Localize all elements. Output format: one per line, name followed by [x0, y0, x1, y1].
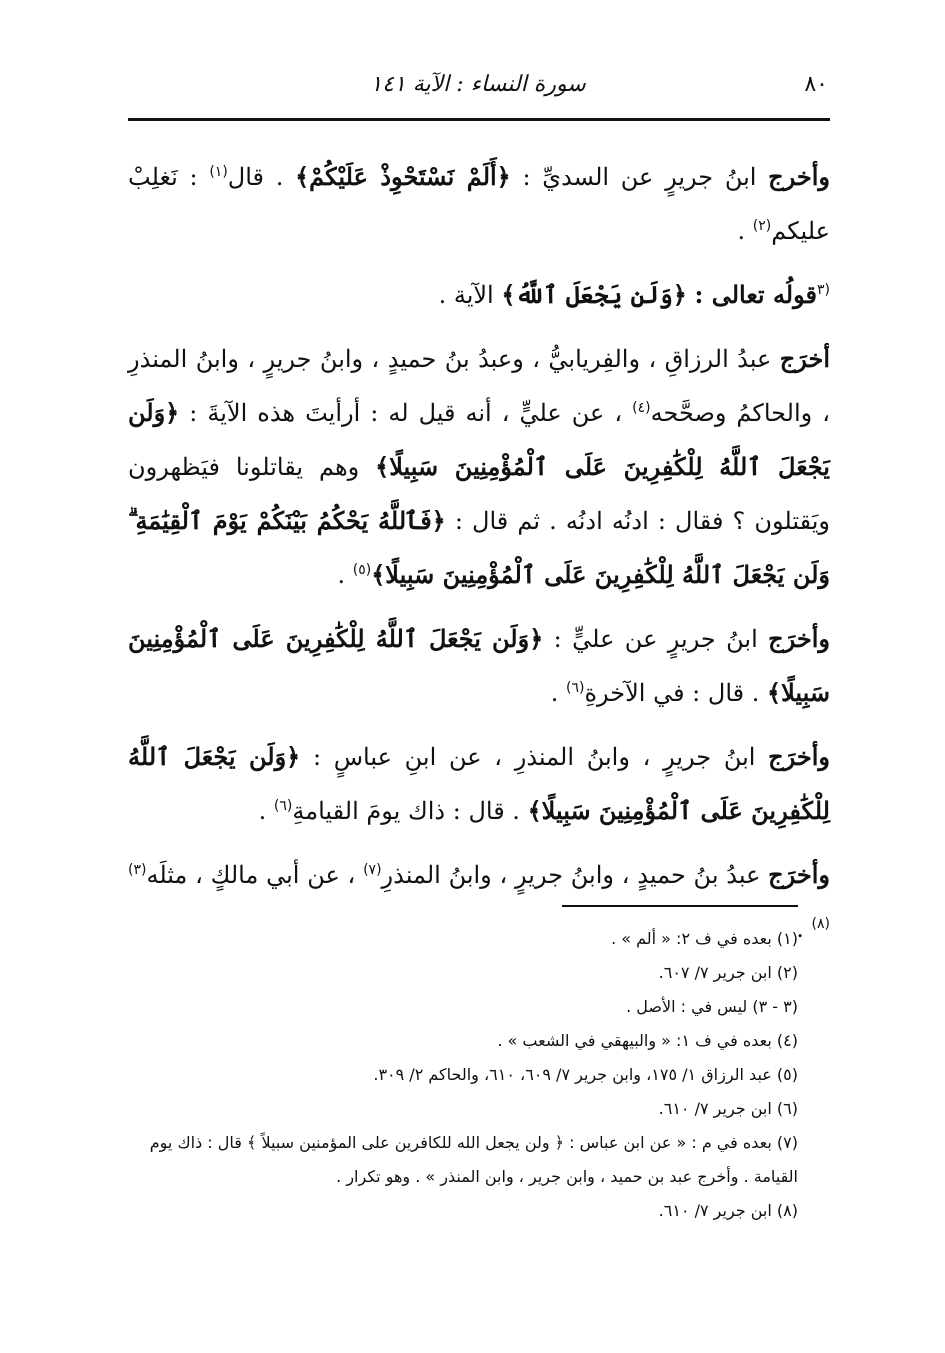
footnote-3: (٣ - ٣) ليس في : الأصل .	[626, 997, 798, 1016]
lead-word: وأخرَج	[768, 860, 830, 889]
main-text	[128, 150, 830, 966]
text: . قال : ذاك يومَ القيامةِ	[292, 797, 520, 825]
quran-quote: ﴿فَٱللَّهُ يَحْكُمُ بَيْنَكُمْ يَوْمَ ٱلْقِيَٰمَةِ ۗ وَلَن يَجْعَلَ ٱللَّهُ لِلْكَٰفِرِينَ عَلَى ٱلْمُؤْمِنِينَ سَبِيلًا﴾	[128, 506, 830, 589]
text: . قال	[227, 163, 284, 191]
page-number: ٨٠	[804, 72, 828, 97]
paragraph-5	[128, 730, 830, 838]
text: .	[796, 915, 804, 943]
lead-word: قولُه تعالى :	[694, 280, 817, 309]
footnote-7-continued: القيامة . وأخرج عبد بن حميد ، وابن جرير ، وابن المنذر » . وهو تكرار .	[336, 1167, 798, 1186]
footnote-ref[interactable]: (٣)(٨)	[128, 862, 830, 932]
footnote-4: (٤) بعده في ف ١: « والبيهقي في الشعب » .	[497, 1031, 798, 1050]
quran-quote: ﴿وَلَن يَجْعَلَ ٱللَّهُ لِلْكَٰفِرِينَ عَلَى ٱلْمُؤْمِنِينَ سَبِيلًا﴾	[128, 742, 830, 825]
text: .	[550, 679, 559, 707]
quran-quote: ﴿وَلَن يَجْعَلَ ٱللَّهُ لِلْكَٰفِرِينَ عَلَى ٱلْمُؤْمِنِينَ سَبِيلًا﴾	[128, 624, 830, 707]
text: .	[258, 797, 267, 825]
footnote-separator	[562, 905, 798, 907]
text: .	[337, 561, 346, 589]
quran-quote: ﴿وَلَن يَجْعَلَ ٱللَّهُ﴾	[501, 280, 687, 309]
paragraph-2	[128, 268, 830, 322]
header-rule	[128, 118, 830, 121]
footnote-ref[interactable]: (٧)	[363, 862, 382, 878]
footnote-ref[interactable]: (٥)	[352, 562, 372, 578]
footnote-ref[interactable]: (٤)	[632, 400, 651, 416]
paragraph-3	[128, 332, 830, 602]
footnote-ref[interactable]: (٢)	[752, 218, 772, 234]
lead-word: أخرَج	[779, 344, 831, 373]
text: ابنُ جريرٍ عن السديِّ :	[522, 163, 757, 191]
footnote-ref[interactable]: (٣	[817, 282, 830, 298]
paragraph-4	[128, 612, 830, 720]
paragraph-1	[128, 150, 830, 258]
text: عبدُ الرزاقِ ، والفِريابيُّ ، وعبدُ بنُ حميدٍ ، وابنُ جريرٍ ، وابنُ المنذرِ ، والحاكمُ وصحَّحه	[128, 345, 830, 427]
text: وهم يقاتلونا فيَظهرون ويَقتلون ؟ فقال : ادنُه ادنُه . ثم قال :	[128, 453, 830, 535]
text: ، عن أبي مالكٍ ، مثلَه	[146, 861, 356, 889]
text: : نَغلِبْ عليكم	[128, 163, 830, 245]
lead-word: وأخرج	[768, 162, 830, 191]
footnote-ref[interactable]: (٦)	[273, 798, 293, 814]
running-title: سورة النساء : الآية ١٤١	[370, 72, 586, 97]
footnote-6: (٦) ابن جرير ٧/ ٦١٠.	[658, 1099, 798, 1118]
text: ابنُ جريرٍ عن عليٍّ :	[553, 625, 758, 653]
lead-word: وأخرَج	[768, 624, 830, 653]
lead-word: وأخرَج	[768, 742, 830, 771]
text: الآية .	[438, 281, 494, 309]
text: ابنُ جريرٍ ، وابنُ المنذرِ ، عن ابنِ عباسٍ :	[312, 743, 756, 771]
footnote-ref[interactable]: (٦)	[565, 680, 585, 696]
text: .	[737, 217, 746, 245]
quran-quote: ﴿وَلَن يَجْعَلَ ٱللَّهُ لِلْكَٰفِرِينَ عَلَى ٱلْمُؤْمِنِينَ سَبِيلًا﴾	[128, 398, 830, 481]
page-header	[128, 72, 828, 112]
footnote-8: (٨) ابن جرير ٧/ ٦١٠.	[658, 1201, 798, 1220]
text: . قال : في الآخرةِ	[584, 679, 760, 707]
footnotes	[112, 922, 798, 1228]
footnote-ref[interactable]: (١)	[209, 164, 228, 180]
text: ، عن عليٍّ ، أنه قيل له : أرأيتَ هذه الآيةَ :	[189, 399, 623, 427]
footnote-1: (١) بعده في ف ٢: « ألم » .	[611, 929, 798, 948]
footnote-2: (٢) ابن جرير ٧/ ٦٠٧.	[658, 963, 798, 982]
footnote-7: (٧) بعده في م : « عن ابن عباس : ﴿ ولن يجعل الله للكافرين على المؤمنين سبيلاً ﴾ قال : ذاك يوم	[149, 1133, 798, 1152]
footnote-5: (٥) عبد الرزاق ١/ ١٧٥، وابن جرير ٧/ ٦٠٩، ٦١٠، والحاكم ٢/ ٣٠٩.	[373, 1065, 798, 1084]
text: عبدُ بنُ حميدٍ ، وابنُ جريرٍ ، وابنُ المنذرِ	[381, 861, 761, 889]
quran-quote: ﴿أَلَمْ نَسْتَحْوِذْ عَلَيْكُمْ﴾	[295, 162, 511, 191]
